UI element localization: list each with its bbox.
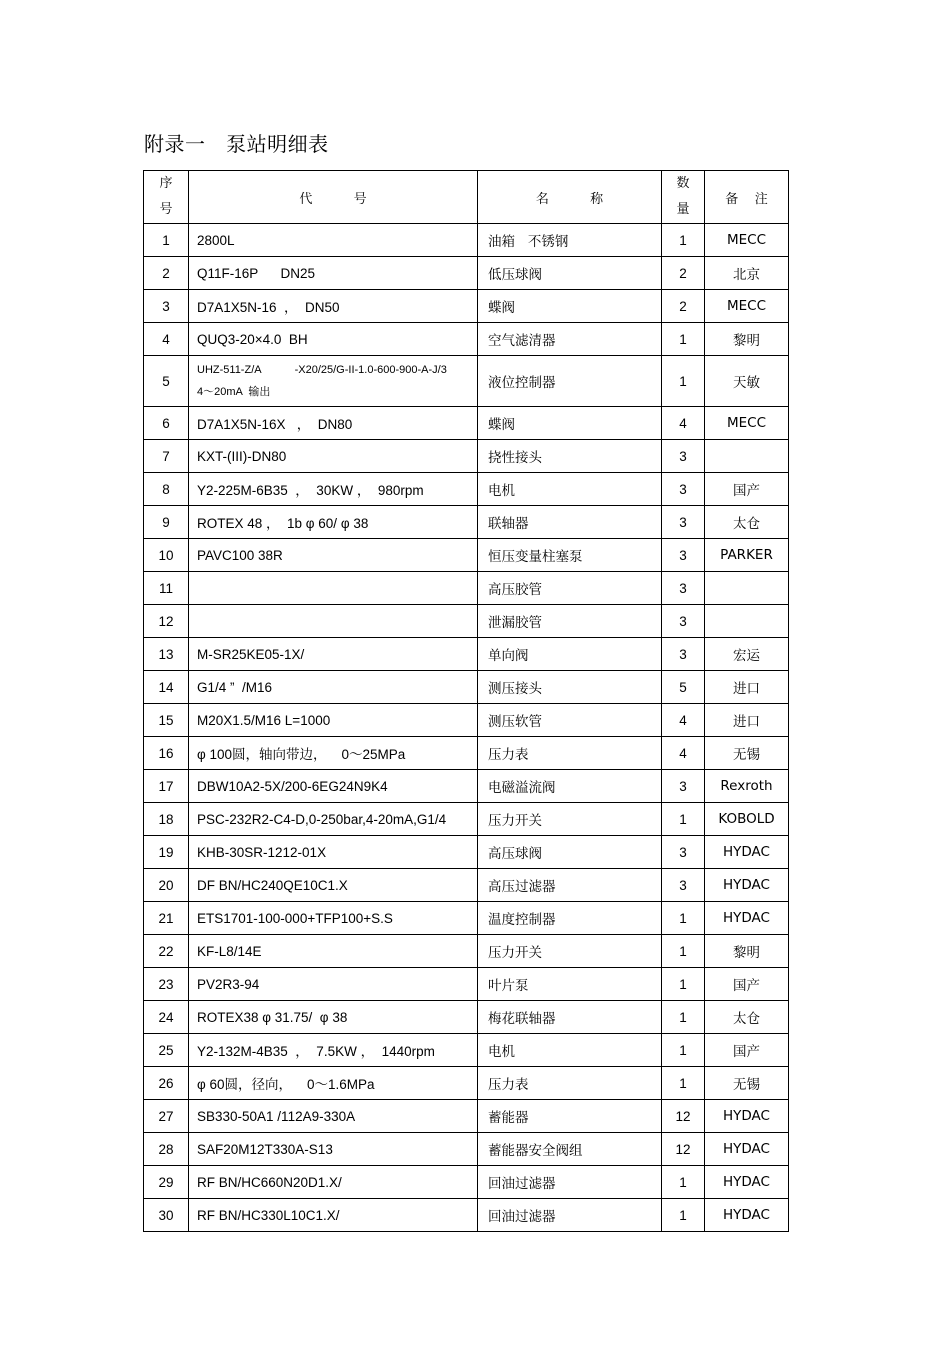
cell-name: 联轴器 <box>478 506 662 539</box>
cell-name: 挠性接头 <box>478 440 662 473</box>
cell-qty: 1 <box>662 1034 705 1067</box>
cell-qty: 12 <box>662 1133 705 1166</box>
table-row <box>144 539 789 572</box>
cell-no: 3 <box>144 290 189 323</box>
cell-qty: 2 <box>662 257 705 290</box>
cell-note: 无锡 <box>705 1067 789 1100</box>
cell-no: 23 <box>144 968 189 1001</box>
cell-no: 21 <box>144 902 189 935</box>
header-name: 名 称 <box>478 171 662 224</box>
cell-code: Q11F-16P DN25 <box>189 257 478 290</box>
cell-code: DBW10A2-5X/200-6EG24N9K4 <box>189 770 478 803</box>
table-row <box>144 770 789 803</box>
cell-code: RF BN/HC330L10C1.X/ <box>189 1199 478 1232</box>
cell-qty: 1 <box>662 224 705 257</box>
cell-name: 高压胶管 <box>478 572 662 605</box>
cell-name: 单向阀 <box>478 638 662 671</box>
cell-qty: 4 <box>662 704 705 737</box>
cell-note <box>705 605 789 638</box>
cell-code: Y2-132M-4B35 ， 7.5KW ， 1440rpm <box>189 1034 478 1067</box>
table-row <box>144 473 789 506</box>
cell-code-line1: UHZ-511-Z/A -X20/25/G-II-1.0-600-900-A-J/3 <box>197 364 447 376</box>
table-row <box>144 1133 789 1166</box>
table-row <box>144 1034 789 1067</box>
table-header-row <box>144 171 789 224</box>
cell-code: ETS1701-100-000+TFP100+S.S <box>189 902 478 935</box>
cell-code: KXT-(III)-DN80 <box>189 440 478 473</box>
cell-no: 13 <box>144 638 189 671</box>
cell-no: 7 <box>144 440 189 473</box>
cell-qty: 1 <box>662 902 705 935</box>
cell-note: HYDAC <box>705 1166 789 1199</box>
table-row <box>144 224 789 257</box>
header-qty-line2: 量 <box>676 202 690 217</box>
cell-no: 10 <box>144 539 189 572</box>
cell-name: 电磁溢流阀 <box>478 770 662 803</box>
cell-note: 进口 <box>705 671 789 704</box>
header-seq-line2: 号 <box>159 202 173 217</box>
cell-qty: 1 <box>662 1199 705 1232</box>
cell-no: 1 <box>144 224 189 257</box>
table-row <box>144 638 789 671</box>
cell-name: 油箱 不锈钢 <box>478 224 662 257</box>
cell-note: HYDAC <box>705 869 789 902</box>
cell-code: M-SR25KE05-1X/ <box>189 638 478 671</box>
table-row <box>144 737 789 770</box>
cell-name: 高压过滤器 <box>478 869 662 902</box>
cell-no: 2 <box>144 257 189 290</box>
cell-qty: 3 <box>662 473 705 506</box>
cell-name: 压力开关 <box>478 935 662 968</box>
cell-note: HYDAC <box>705 1199 789 1232</box>
cell-qty: 1 <box>662 1166 705 1199</box>
cell-no: 27 <box>144 1100 189 1133</box>
cell-code: KHB-30SR-1212-01X <box>189 836 478 869</box>
cell-code: Y2-225M-6B35 ， 30KW ， 980rpm <box>189 473 478 506</box>
cell-code: ROTEX38 φ 31.75/ φ 38 <box>189 1001 478 1034</box>
cell-code: φ 60圆，径向， 0～1.6MPa <box>189 1067 478 1100</box>
cell-name: 蓄能器安全阀组 <box>478 1133 662 1166</box>
cell-name: 空气滤清器 <box>478 323 662 356</box>
cell-code-line2: 4～20mA 输出 <box>197 386 271 398</box>
cell-no: 9 <box>144 506 189 539</box>
cell-note <box>705 572 789 605</box>
cell-no: 17 <box>144 770 189 803</box>
cell-note: Rexroth <box>705 770 789 803</box>
cell-code: ROTEX 48 ， 1b φ 60/ φ 38 <box>189 506 478 539</box>
cell-name: 压力表 <box>478 1067 662 1100</box>
cell-name: 压力表 <box>478 737 662 770</box>
table-row <box>144 1001 789 1034</box>
cell-code: SB330-50A1 /112A9-330A <box>189 1100 478 1133</box>
cell-note: MECC <box>705 290 789 323</box>
cell-qty: 3 <box>662 638 705 671</box>
cell-qty: 12 <box>662 1100 705 1133</box>
table-row <box>144 323 789 356</box>
cell-code: G1/4 ” /M16 <box>189 671 478 704</box>
cell-qty: 1 <box>662 803 705 836</box>
table-row <box>144 869 789 902</box>
cell-name: 测压接头 <box>478 671 662 704</box>
cell-code <box>189 356 478 407</box>
cell-code: SAF20M12T330A-S13 <box>189 1133 478 1166</box>
cell-name: 泄漏胶管 <box>478 605 662 638</box>
cell-note: 黎明 <box>705 323 789 356</box>
table-row <box>144 407 789 440</box>
table-row <box>144 935 789 968</box>
cell-note: MECC <box>705 407 789 440</box>
page-title: 附录一 泵站明细表 <box>144 132 329 156</box>
cell-code: 2800L <box>189 224 478 257</box>
header-qty <box>662 171 705 224</box>
cell-qty: 1 <box>662 1001 705 1034</box>
cell-note: KOBOLD <box>705 803 789 836</box>
cell-name: 液位控制器 <box>478 356 662 407</box>
cell-qty: 1 <box>662 356 705 407</box>
cell-no: 15 <box>144 704 189 737</box>
cell-note: 天敏 <box>705 356 789 407</box>
cell-note: 无锡 <box>705 737 789 770</box>
cell-qty: 3 <box>662 605 705 638</box>
cell-code: PAVC100 38R <box>189 539 478 572</box>
header-note: 备 注 <box>705 171 789 224</box>
cell-qty: 3 <box>662 770 705 803</box>
cell-qty: 1 <box>662 323 705 356</box>
table-row <box>144 605 789 638</box>
cell-note: HYDAC <box>705 902 789 935</box>
cell-qty: 5 <box>662 671 705 704</box>
header-seq <box>144 171 189 224</box>
cell-no: 24 <box>144 1001 189 1034</box>
cell-no: 11 <box>144 572 189 605</box>
table-row <box>144 836 789 869</box>
table-row <box>144 1067 789 1100</box>
cell-name: 压力开关 <box>478 803 662 836</box>
table-row <box>144 704 789 737</box>
cell-qty: 3 <box>662 836 705 869</box>
cell-code: φ 100圆，轴向带边， 0～25MPa <box>189 737 478 770</box>
cell-code: M20X1.5/M16 L=1000 <box>189 704 478 737</box>
cell-name: 梅花联轴器 <box>478 1001 662 1034</box>
cell-name: 回油过滤器 <box>478 1199 662 1232</box>
cell-note: 黎明 <box>705 935 789 968</box>
cell-no: 4 <box>144 323 189 356</box>
cell-code: PV2R3-94 <box>189 968 478 1001</box>
cell-name: 蝶阀 <box>478 290 662 323</box>
cell-note: 北京 <box>705 257 789 290</box>
header-code: 代 号 <box>189 171 478 224</box>
cell-name: 恒压变量柱塞泵 <box>478 539 662 572</box>
cell-name: 电机 <box>478 1034 662 1067</box>
cell-no: 16 <box>144 737 189 770</box>
cell-note: 太仓 <box>705 1001 789 1034</box>
cell-no: 12 <box>144 605 189 638</box>
cell-code: PSC-232R2-C4-D,0-250bar,4-20mA,G1/4 <box>189 803 478 836</box>
cell-no: 18 <box>144 803 189 836</box>
cell-qty: 3 <box>662 572 705 605</box>
table-row <box>144 440 789 473</box>
cell-no: 29 <box>144 1166 189 1199</box>
cell-note: HYDAC <box>705 1100 789 1133</box>
cell-note: 太仓 <box>705 506 789 539</box>
table-body <box>144 224 789 1232</box>
table-row <box>144 1100 789 1133</box>
cell-note: 国产 <box>705 473 789 506</box>
cell-no: 19 <box>144 836 189 869</box>
cell-name: 低压球阀 <box>478 257 662 290</box>
cell-code <box>189 605 478 638</box>
cell-code: KF-L8/14E <box>189 935 478 968</box>
cell-name: 蓄能器 <box>478 1100 662 1133</box>
cell-qty: 3 <box>662 440 705 473</box>
table-row <box>144 572 789 605</box>
cell-note: HYDAC <box>705 836 789 869</box>
cell-name: 叶片泵 <box>478 968 662 1001</box>
cell-name: 蝶阀 <box>478 407 662 440</box>
cell-no: 8 <box>144 473 189 506</box>
cell-note: MECC <box>705 224 789 257</box>
cell-qty: 2 <box>662 290 705 323</box>
cell-code: QUQ3-20×4.0 BH <box>189 323 478 356</box>
cell-code: D7A1X5N-16 ， DN50 <box>189 290 478 323</box>
table-row <box>144 290 789 323</box>
cell-no: 20 <box>144 869 189 902</box>
cell-qty: 1 <box>662 935 705 968</box>
cell-name: 回油过滤器 <box>478 1166 662 1199</box>
cell-no: 6 <box>144 407 189 440</box>
header-seq-line1: 序 <box>159 176 173 191</box>
cell-no: 30 <box>144 1199 189 1232</box>
cell-note: 进口 <box>705 704 789 737</box>
cell-no: 26 <box>144 1067 189 1100</box>
cell-qty: 3 <box>662 869 705 902</box>
cell-note <box>705 440 789 473</box>
table-row <box>144 257 789 290</box>
table-row <box>144 671 789 704</box>
cell-note: 宏运 <box>705 638 789 671</box>
cell-no: 5 <box>144 356 189 407</box>
table-row <box>144 1166 789 1199</box>
cell-note: HYDAC <box>705 1133 789 1166</box>
header-qty-line1: 数 <box>676 176 690 191</box>
table-row <box>144 968 789 1001</box>
cell-code <box>189 572 478 605</box>
cell-qty: 3 <box>662 506 705 539</box>
cell-name: 电机 <box>478 473 662 506</box>
cell-qty: 1 <box>662 968 705 1001</box>
cell-qty: 3 <box>662 539 705 572</box>
table-row <box>144 803 789 836</box>
cell-qty: 4 <box>662 407 705 440</box>
cell-name: 测压软管 <box>478 704 662 737</box>
table-row <box>144 902 789 935</box>
cell-no: 22 <box>144 935 189 968</box>
cell-note: 国产 <box>705 1034 789 1067</box>
cell-code: DF BN/HC240QE10C1.X <box>189 869 478 902</box>
cell-qty: 4 <box>662 737 705 770</box>
table-row <box>144 356 789 407</box>
cell-code: D7A1X5N-16X ， DN80 <box>189 407 478 440</box>
cell-qty: 1 <box>662 1067 705 1100</box>
pump-station-spec-table <box>143 170 789 1232</box>
table-row <box>144 506 789 539</box>
cell-code: RF BN/HC660N20D1.X/ <box>189 1166 478 1199</box>
cell-note: 国产 <box>705 968 789 1001</box>
cell-name: 温度控制器 <box>478 902 662 935</box>
cell-note: PARKER <box>705 539 789 572</box>
cell-no: 14 <box>144 671 189 704</box>
cell-no: 28 <box>144 1133 189 1166</box>
cell-no: 25 <box>144 1034 189 1067</box>
table-row <box>144 1199 789 1232</box>
cell-name: 高压球阀 <box>478 836 662 869</box>
